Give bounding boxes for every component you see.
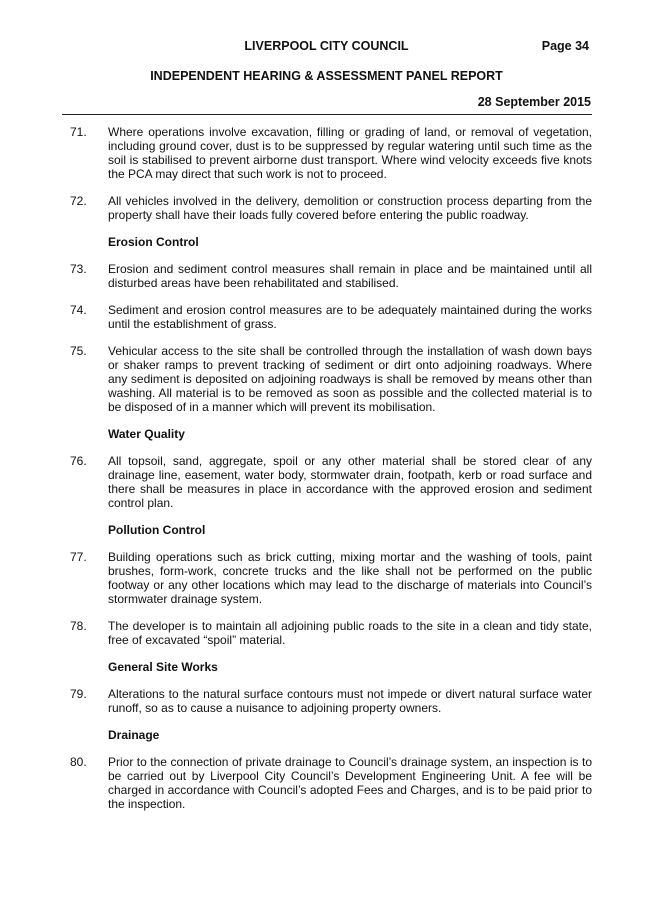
condition-text: Sediment and erosion control measures are to be adequately maintained during the works until the establishment of grass.	[108, 303, 592, 331]
condition-number: 76.	[70, 454, 87, 468]
page-number: Page 34	[541, 39, 589, 53]
condition-item	[70, 755, 592, 811]
condition-text: Prior to the connection of private drainage to Council’s drainage system, an inspection is to be carried out by Liverpool City Council’s Development Engineering Unit. A fee will be charged in accordance with Council’s adopted Fees and Charges, and is to be paid prior to the inspection.	[108, 755, 592, 811]
condition-number: 73.	[70, 262, 87, 276]
section-heading-erosion-control: Erosion Control	[108, 235, 199, 249]
condition-text: The developer is to maintain all adjoining public roads to the site in a clean and tidy state, free of excavated “spoil” material.	[108, 619, 592, 647]
condition-number: 79.	[70, 687, 87, 701]
section-heading-general-site-works: General Site Works	[108, 660, 218, 674]
condition-item	[70, 303, 592, 331]
section-heading-water-quality: Water Quality	[108, 427, 185, 441]
condition-item	[70, 619, 592, 647]
condition-item	[70, 125, 592, 181]
condition-number: 72.	[70, 194, 87, 208]
report-title: INDEPENDENT HEARING & ASSESSMENT PANEL REPORT	[150, 69, 503, 83]
condition-item	[70, 687, 592, 715]
section-heading-drainage: Drainage	[108, 728, 160, 742]
condition-text: Where operations involve excavation, filling or grading of land, or removal of vegetation, including ground cover, dust is to be suppressed by regular watering until such time as the soil is stabilised to prevent airborne dust transport. Where wind velocity exceeds five knots the PCA may direct that such work is not to proceed.	[108, 125, 592, 181]
condition-number: 80.	[70, 755, 87, 769]
council-name: LIVERPOOL CITY COUNCIL	[244, 39, 409, 53]
condition-item	[70, 344, 592, 414]
condition-text: Alterations to the natural surface contours must not impede or divert natural surface water runoff, so as to cause a nuisance to adjoining property owners.	[108, 687, 592, 715]
condition-number: 74.	[70, 303, 87, 317]
header-divider	[62, 114, 592, 115]
condition-number: 71.	[70, 125, 87, 139]
conditions-list	[70, 125, 592, 824]
condition-text: Vehicular access to the site shall be controlled through the installation of wash down bays or shaker ramps to prevent tracking of sediment or dirt onto adjoining roadways. Where any sediment is deposited on adjoining roadways is shall be removed by means other than washing. All material is to be removed as soon as possible and the collected material is to be disposed of in a manner which will prevent its mobilisation.	[108, 344, 592, 414]
section-heading-pollution-control: Pollution Control	[108, 523, 206, 537]
report-date: 28 September 2015	[477, 95, 591, 109]
condition-text: Erosion and sediment control measures shall remain in place and be maintained until all disturbed areas have been rehabilitated and stabilised.	[108, 262, 592, 290]
condition-item	[70, 454, 592, 510]
condition-item	[70, 194, 592, 222]
condition-text: Building operations such as brick cutting, mixing mortar and the washing of tools, paint brushes, form-work, concrete trucks and the like shall not be performed on the public footway or any other locations which may lead to the discharge of materials into Council’s stormwater drainage system.	[108, 550, 592, 606]
condition-number: 77.	[70, 550, 87, 564]
condition-item	[70, 550, 592, 606]
condition-text: All vehicles involved in the delivery, demolition or construction process departing from the property shall have their loads fully covered before entering the public roadway.	[108, 194, 592, 222]
condition-item	[70, 262, 592, 290]
condition-number: 78.	[70, 619, 87, 633]
header-line	[0, 39, 653, 55]
condition-number: 75.	[70, 344, 87, 358]
condition-text: All topsoil, sand, aggregate, spoil or any other material shall be stored clear of any drainage line, easement, water body, stormwater drain, footpath, kerb or road surface and there shall be measures in place in accordance with the approved erosion and sediment control plan.	[108, 454, 592, 510]
